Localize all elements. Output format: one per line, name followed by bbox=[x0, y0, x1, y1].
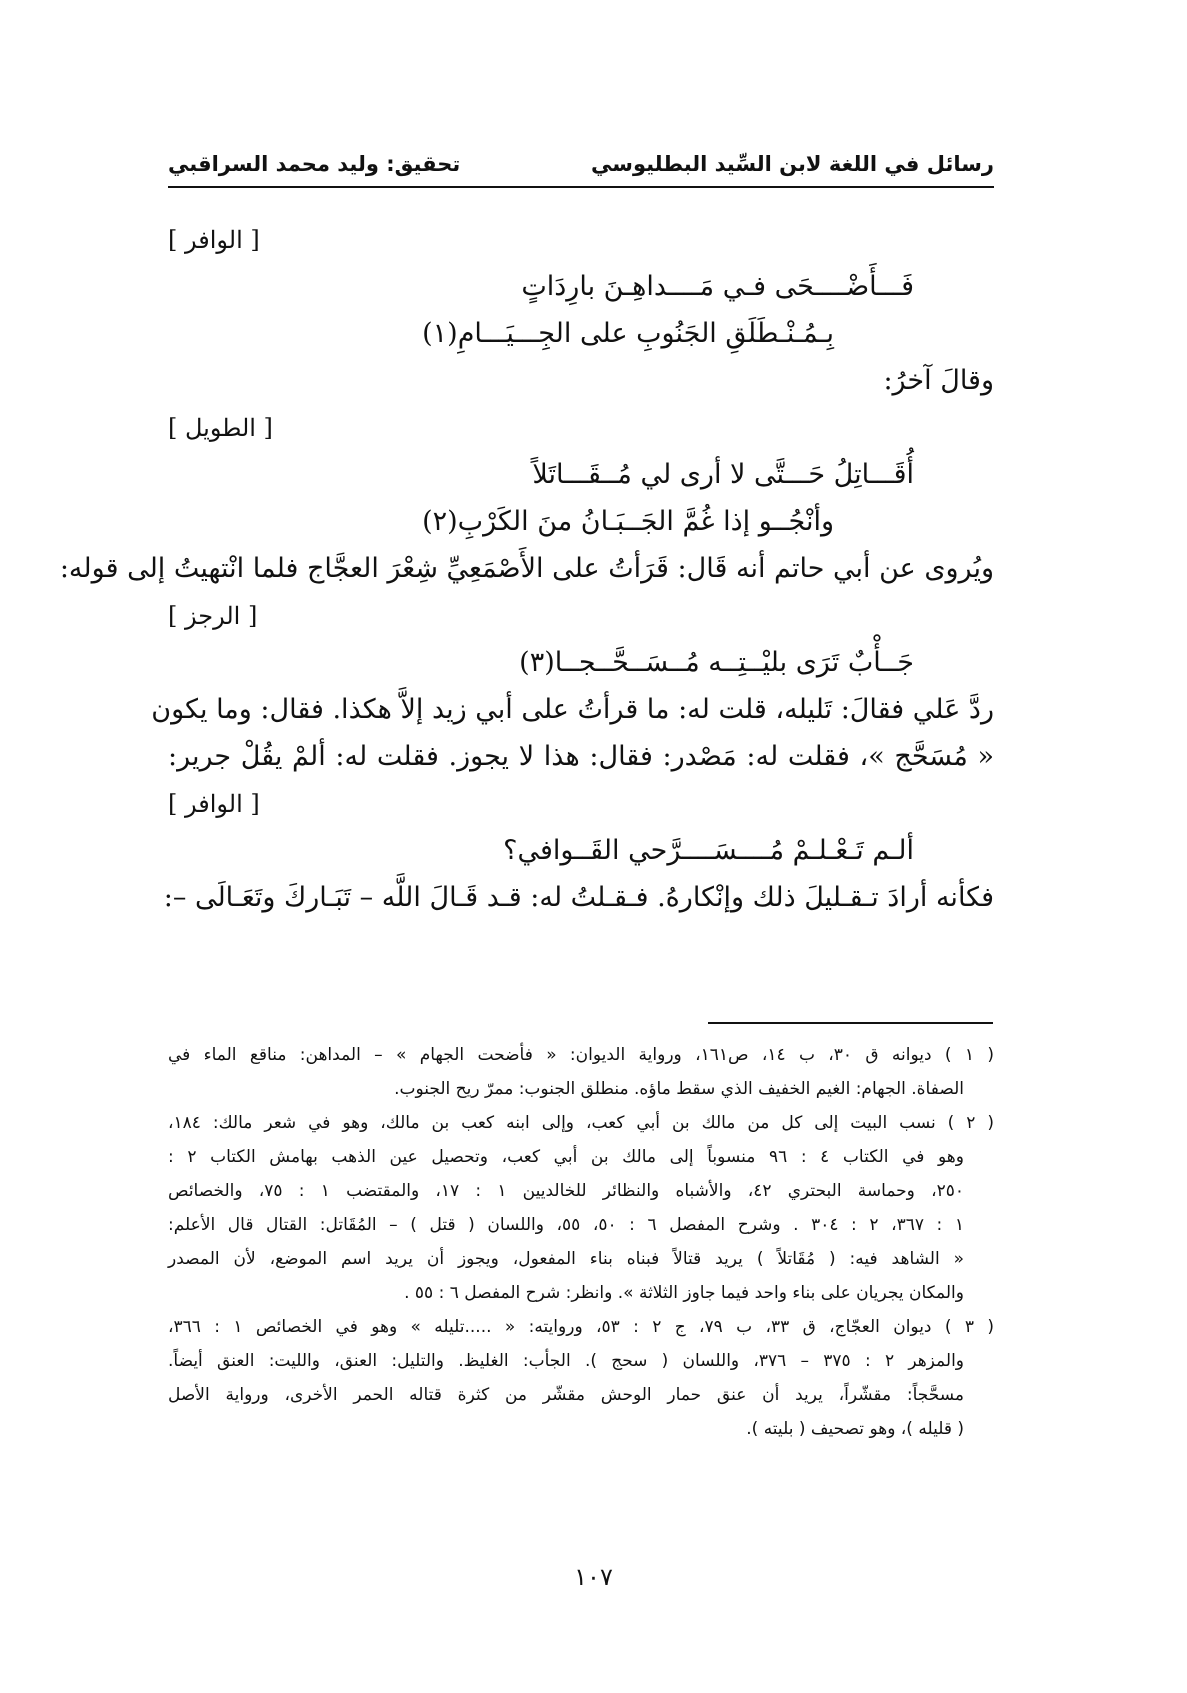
verse-hemistich-second: وأنْجُــو إذا غُمَّ الجَــبَـانُ منَ الكَرْبِ(٢) bbox=[422, 506, 834, 537]
verse-hemistich-first: جَــأْبٌ تَرَى بليْــتِــه مُــسَــحَّــجــا(٣) bbox=[519, 647, 914, 678]
meter-label: [ الوافر ] bbox=[168, 790, 260, 818]
footnote-line: ٢٥٠، وحماسة البحتري ٤٢، والأشباه والنظائر للخالديين ١ : ١٧، والمقتضب ١ : ٧٥، والخصائص bbox=[168, 1181, 964, 1201]
prose-line: فكأنه أرادَ تـقـليلَ ذلك وإنْكارهُ. فـقـلتُ له: قـد قَـالَ اللَّه – تَبَـاركَ وتَعَـالَى –: bbox=[163, 882, 994, 913]
verse-hemistich-second: بِـمُـنْـطَلَقِ الجَنُوبِ على الجِـــيَـــامِ(١) bbox=[422, 318, 834, 349]
verse-hemistich-first: أُقَـــاتِلُ حَـــتَّى لا أرى لي مُــقَـــاتَلاً bbox=[532, 459, 914, 490]
prose-line: وقالَ آخرُ: bbox=[883, 365, 994, 396]
header-editor-credit: تحقيق: وليد محمد السراقبي bbox=[168, 152, 461, 176]
main-text bbox=[59, 222, 994, 927]
running-header bbox=[168, 142, 994, 188]
footnote-line: وهو في الكتاب ٤ : ٩٦ منسوباً إلى مالك بن أبي كعب، وتحصيل عين الذهب بهامش الكتاب ٢ : bbox=[168, 1147, 964, 1167]
footnote-line: ١ : ٣٦٧، ٢ : ٣٠٤ . وشرح المفصل ٦ : ٥٠، ٥٥، واللسان ( قتل ) – المُقَاتل: القتال قال الأعلم: bbox=[168, 1215, 964, 1235]
footnote-line: والمزهر ٢ : ٣٧٥ – ٣٧٦، واللسان ( سحج ). الجأب: الغليظ. والتليل: العنق، والليت: العنق أيضاً. bbox=[168, 1351, 964, 1371]
footnote-line: ( ٢ ) نسب البيت إلى كل من مالك بن أبي كعب، وإلى ابنه كعب بن مالك، وهو في شعر مالك: ١٨٤، bbox=[168, 1113, 994, 1133]
footnote-line: ( ١ ) ديوانه ق ٣٠، ب ١٤، ص١٦١، ورواية الديوان: « فأضحت الجهام » – المداهن: مناقع الماء في bbox=[168, 1045, 994, 1065]
prose-line: ويُروى عن أبي حاتم أنه قَال: قَرَأتُ على الأَصْمَعِيِّ شِعْرَ العجَّاج فلما انْتهيتُ إلى قوله: bbox=[59, 553, 994, 584]
verse-hemistich-first: ألـم تَـعْـلـمْ مُــــسَــــرَّحي القَــوافي؟ bbox=[503, 835, 914, 866]
footnote-line: مسحَّجاً: مقشّراً، يريد أن عنق حمار الوحش مقشّر من كثرة قتاله الحمر الأخرى، ورواية الأصل bbox=[168, 1385, 964, 1405]
header-book-title: رسائل في اللغة لابن السِّيد البطليوسي bbox=[591, 152, 994, 176]
meter-label: [ الوافر ] bbox=[168, 226, 260, 254]
footnote-separator bbox=[708, 1022, 993, 1024]
footnote-line: ( قليله )، وهو تصحيف ( بليته ). bbox=[746, 1419, 964, 1439]
prose-line: « مُسَحَّج »، فقلت له: مَصْدر: فقال: هذا لا يجوز. فقلت له: ألمْ يقُلْ جرير: bbox=[168, 741, 994, 772]
prose-line: ردَّ عَلي فقالَ: تَليله، قلت له: ما قرأتُ على أبي زيد إلاَّ هكذا. فقال: وما يكون bbox=[151, 694, 994, 725]
footnote-line: ( ٣ ) ديوان العجّاج، ق ٣٣، ب ٧٩، ج ٢ : ٥٣، وروايته: « .....تليله » وهو في الخصائص ١ : ٣٦٦، bbox=[168, 1317, 994, 1337]
footnote-line: « الشاهد فيه: ( مُقَاتلاً ) يريد قتالاً فبناه بناء المفعول، ويجوز أن يريد اسم الموضع، لأن المصدر bbox=[168, 1249, 964, 1269]
footnote-line: والمكان يجريان على بناء واحد فيما جاوز الثلاثة ». وانظر: شرح المفصل ٦ : ٥٥ . bbox=[404, 1283, 964, 1303]
meter-label: [ الطويل ] bbox=[168, 414, 273, 442]
footnotes bbox=[168, 1038, 994, 1446]
footnote-line: الصفاة. الجهام: الغيم الخفيف الذي سقط ماؤه. منطلق الجنوب: ممرّ ريح الجنوب. bbox=[394, 1079, 964, 1099]
verse-hemistich-first: فَـــأَضْــــحَى فـي مَــــداهِـنَ بارِدَاتٍ bbox=[521, 271, 914, 302]
meter-label: [ الرجز ] bbox=[168, 602, 258, 630]
page-number: ١٠٧ bbox=[574, 1563, 613, 1591]
